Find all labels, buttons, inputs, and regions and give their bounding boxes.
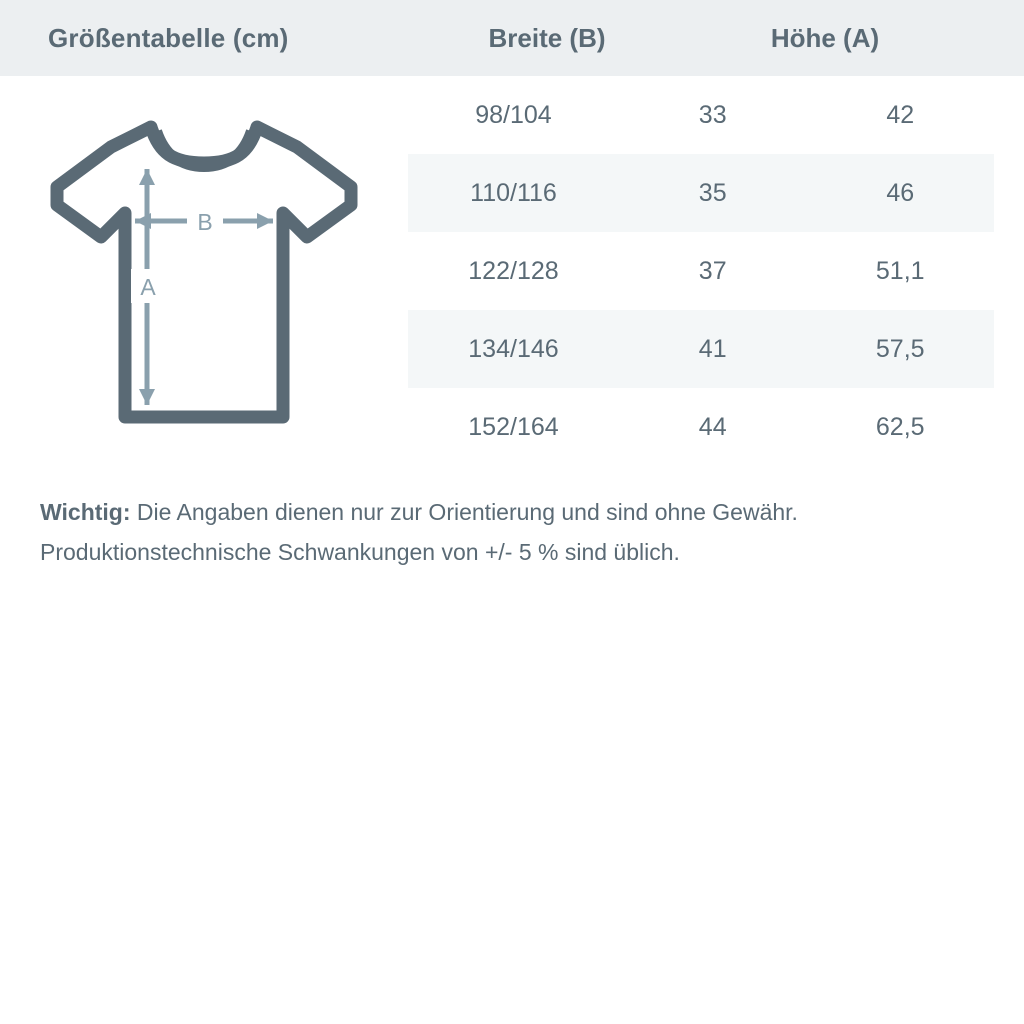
size-table bbox=[408, 76, 994, 466]
size-table-container bbox=[408, 76, 1024, 466]
disclaimer-line-1: Die Angaben dienen nur zur Orientierung und sind ohne Gewähr. bbox=[130, 499, 798, 525]
cell-size: 134/146 bbox=[468, 334, 559, 363]
tshirt-icon bbox=[39, 109, 369, 439]
cell-size: 98/104 bbox=[475, 100, 552, 129]
diagram-label-height: A bbox=[140, 274, 156, 300]
cell-height: 51,1 bbox=[875, 256, 925, 285]
cell-height: 57,5 bbox=[875, 334, 925, 363]
table-header-row bbox=[0, 0, 1024, 76]
page-title: Größentabelle (cm) bbox=[48, 22, 289, 53]
cell-width: 44 bbox=[698, 412, 727, 441]
tshirt-diagram bbox=[0, 76, 408, 466]
cell-width: 33 bbox=[698, 100, 727, 129]
cell-size: 152/164 bbox=[468, 412, 559, 441]
cell-height: 42 bbox=[886, 100, 915, 129]
disclaimer-label: Wichtig: bbox=[40, 499, 131, 525]
column-header-width: Breite (B) bbox=[488, 22, 606, 53]
diagram-label-width: B bbox=[197, 209, 213, 235]
cell-width: 35 bbox=[698, 178, 727, 207]
disclaimer-line-2: Produktionstechnische Schwankungen von +/- 5 % sind üblich. bbox=[40, 539, 680, 566]
table-row bbox=[408, 310, 994, 388]
column-header-height: Höhe (A) bbox=[770, 22, 880, 53]
cell-height: 46 bbox=[886, 178, 915, 207]
table-row bbox=[408, 76, 994, 154]
chart-body bbox=[0, 76, 1024, 466]
table-row bbox=[408, 154, 994, 232]
table-row bbox=[408, 388, 994, 466]
cell-width: 41 bbox=[698, 334, 727, 363]
cell-height: 62,5 bbox=[875, 412, 925, 441]
table-row bbox=[408, 232, 994, 310]
cell-size: 110/116 bbox=[470, 178, 557, 207]
cell-size: 122/128 bbox=[468, 256, 559, 285]
cell-width: 37 bbox=[698, 256, 727, 285]
disclaimer-note bbox=[40, 492, 980, 573]
